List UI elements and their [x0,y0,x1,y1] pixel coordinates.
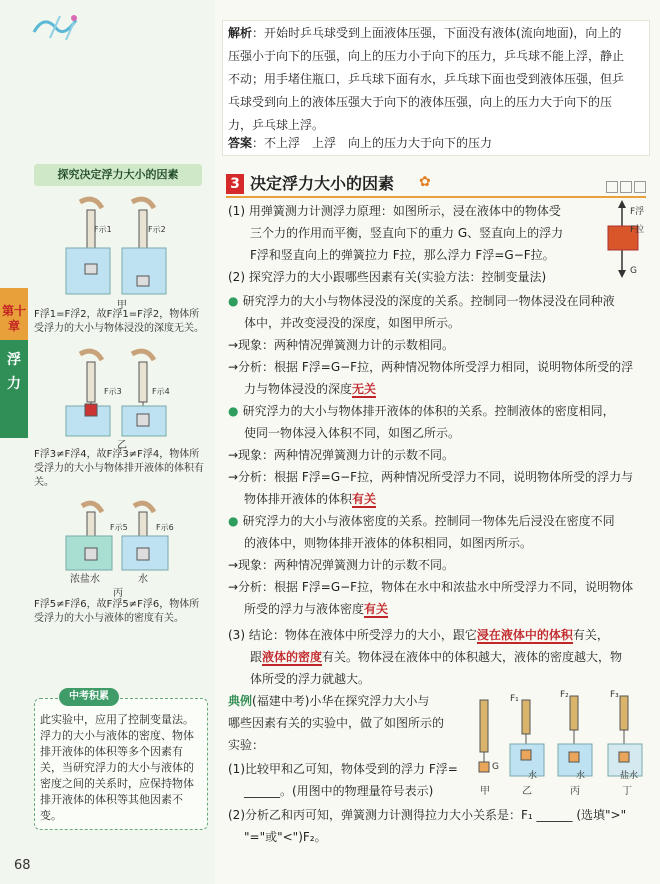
body-c5-text: 所受的浮力与液体密度 [244,602,365,616]
fig-b-f2: F示4 [152,387,170,396]
solution-line-5: 力，乒乓球上浮。 [228,118,325,132]
body-p1-c: F浮和竖直向上的弹簧拉力 F拉，那么浮力 F浮=G−F拉。 [250,248,555,262]
body-p3-line1 [228,624,609,647]
body-c3: →现象：两种情况弹簧测力计的示数不同。 [228,558,455,572]
body-a5 [244,378,376,401]
body-a3: →现象：两种情况弹簧测力计的示数相同。 [228,338,455,352]
ex-g-label: G [492,762,499,772]
example-q2-b: "="或"<")F₂。 [244,830,327,844]
example-text-1: (福建中考)小华在探究浮力大小与 [252,694,430,708]
section-header [226,172,646,198]
body-b1-text: 研究浮力的大小与物体排开液体的体积的关系。控制液体的密度相同， [242,404,615,418]
solution-line-3: 不动；用手堵住瓶口，乒乓球下面有水，乒乓球下面也受到液体压强，但乒 [228,72,625,86]
section-number: 3 [226,174,244,194]
answer-highlight: 有关 [364,602,389,616]
page-number: 68 [14,858,31,873]
answer-line [228,132,492,155]
exam-note-tag: 中考积累 [59,688,119,706]
bullet-icon: ● [228,514,243,528]
example-label: 典例 [228,694,253,708]
chapter-number: 第十章 [0,288,28,340]
progress-checkboxes[interactable] [604,178,646,197]
example-line-2: 哪些因素有关的实验中，做了如图所示的 [228,716,445,730]
bullet-icon: ● [228,404,243,418]
body-c1 [228,510,615,533]
ex-f3-label: F₃ [610,690,619,700]
ex-label-c: 丙 [570,786,580,797]
ex-label-d: 丁 [622,786,632,797]
solution-text-1: ：开始时乒乓球受到上面液体压强，下面没有液体(流向地面)，向上的 [252,26,622,40]
fig-c-liquid2: 水 [138,574,148,585]
chapter-tab[interactable] [0,288,28,438]
body-a2: 体中，并改变浸没的深度，如图甲所示。 [244,316,461,330]
caption-c: F浮5≠F浮6，故F浮5≠F浮6，物体所受浮力的大小与液体的密度有关。 [34,599,200,624]
example-q1-a: (1)比较甲和乙可知，物体受到的浮力 F浮= [228,762,458,776]
solution-line-1 [228,22,621,45]
fig-c-liquid1: 浓盐水 [70,574,100,585]
body-a4: →分析：根据 F浮=G−F拉，两种情况物体所受浮力相同，说明物体所受的浮 [228,360,634,374]
caption-a: F浮1=F浮2，故F浮1=F浮2，物体所受浮力的大小与物体浸没的深度无关。 [34,309,204,334]
body-p3-a: (3) 结论：物体在液体中所受浮力的大小，跟它 [228,628,477,642]
answer-highlight: 液体的密度 [262,650,323,664]
exam-note-text: 此实验中，应用了控制变量法。浮力的大小与液体的密度、物体排开液体的体积等多个因素有关，当研究浮力的大小与液体的密度之间的关系时，应保持物体排开液体的体积等其他因素不变。 [40,713,194,822]
fig-c-f1: F示5 [110,523,128,532]
ex-f1-label: F₁ [510,694,519,704]
body-b2: 使同一物体浸入体积不同，如图乙所示。 [244,426,461,440]
fig-a-f2: F示2 [148,225,166,234]
experiment-figure-a [62,196,182,296]
ex-water1: 水 [528,771,538,781]
example-q1-b: ______。(用图中的物理量符号表示) [244,784,434,798]
body-b1 [228,400,615,423]
bullet-icon: ● [228,294,243,308]
example-q2-a: (2)分析乙和丙可知，弹簧测力计测得拉力大小关系是：F₁ ______ (选填">" [228,808,627,822]
body-c1-text: 研究浮力的大小与液体密度的关系。控制同一物体先后浸没在密度不同 [242,514,615,528]
solution-line-4: 乓球受到向上的液体压强大于向下的液体压强，向上的压力大于向下的压 [228,95,613,109]
body-p3-line2 [250,646,622,669]
solution-label: 解析 [228,26,253,40]
body-p3-line3: 体所受的浮力就越大。 [250,672,371,686]
force-f-pull: F拉 [630,225,645,235]
fig-a-label: 甲 [117,300,127,311]
body-p3-c: 跟 [250,650,263,664]
force-f-buoy: F浮 [630,207,645,217]
experiment-figure-c [62,500,182,572]
answer-highlight: 有关 [352,492,377,506]
body-p1-b: 三个力的作用而平衡，竖直向下的重力 G、竖直向上的浮力 [250,226,564,240]
fig-a-f1: F示1 [94,225,112,234]
fig-b-label: 乙 [117,440,127,451]
body-b4: →分析：根据 F浮=G−F拉，两种情况所受浮力不同，说明物体所受的浮力与 [228,470,634,484]
caption-b: F浮3≠F浮4，故F浮3≠F浮4，物体所受浮力的大小与物体排开液体的体积有关。 [34,449,204,488]
example-line-3: 实验： [228,738,265,752]
body-p1-a: (1) 用弹簧测力计测浮力原理：如图所示，浸在液体中的物体受 [228,204,561,218]
fig-c-f2: F示6 [156,523,174,532]
body-a1-text: 研究浮力的大小与物体浸没的深度的关系。控制同一物体浸没在同种液 [242,294,615,308]
sidebar-section-title: 探究决定浮力大小的因素 [34,164,202,186]
force-g: G [630,266,637,276]
body-a5-text: 力与物体浸没的深度 [244,382,353,396]
body-c2: 的液体中，则物体排开液体的体积相同，如图丙所示。 [244,536,533,550]
section-title: 决定浮力大小的因素 [250,174,395,193]
answer-text: ：不上浮 上浮 向上的压力大于向下的压力 [252,136,493,150]
decorative-flourish-icon [30,10,90,44]
chapter-name: 浮力 [7,352,21,392]
fig-c-label: 丙 [113,588,123,599]
solution-line-2: 压强小于向下的压强，向上的压力小于向下的压力，乒乓球不能上浮，静止 [228,49,625,63]
importance-star-icon: ✿ [419,174,431,190]
body-p3-b: 有关， [572,628,609,642]
force-diagram [600,198,652,282]
body-b5 [244,488,376,511]
body-a1 [228,290,615,313]
ex-water2: 水 [576,771,586,781]
ex-f2-label: F₂ [560,690,569,700]
body-c4: →分析：根据 F浮=G−F拉，物体在水中和浓盐水中所受浮力不同，说明物体 [228,580,634,594]
ex-label-a: 甲 [480,786,490,797]
sidebar [0,0,215,884]
ex-salt: 盐水 [620,771,639,781]
body-b5-text: 物体排开液体的体积 [244,492,353,506]
ex-label-b: 乙 [522,786,532,797]
body-p3-d: 有关。物体浸在液体中的体积越大，液体的密度越大，物 [322,650,623,664]
body-b3: →现象：两种情况弹簧测力计的示数不同。 [228,448,455,462]
fig-b-f1: F示3 [104,387,122,396]
example-line-1 [228,690,429,713]
answer-label: 答案 [228,136,253,150]
body-p2: (2) 探究浮力的大小跟哪些因素有关(实验方法：控制变量法) [228,270,547,284]
answer-highlight: 无关 [352,382,377,396]
answer-highlight: 浸在液体中的体积 [476,628,573,642]
body-c5 [244,598,388,621]
